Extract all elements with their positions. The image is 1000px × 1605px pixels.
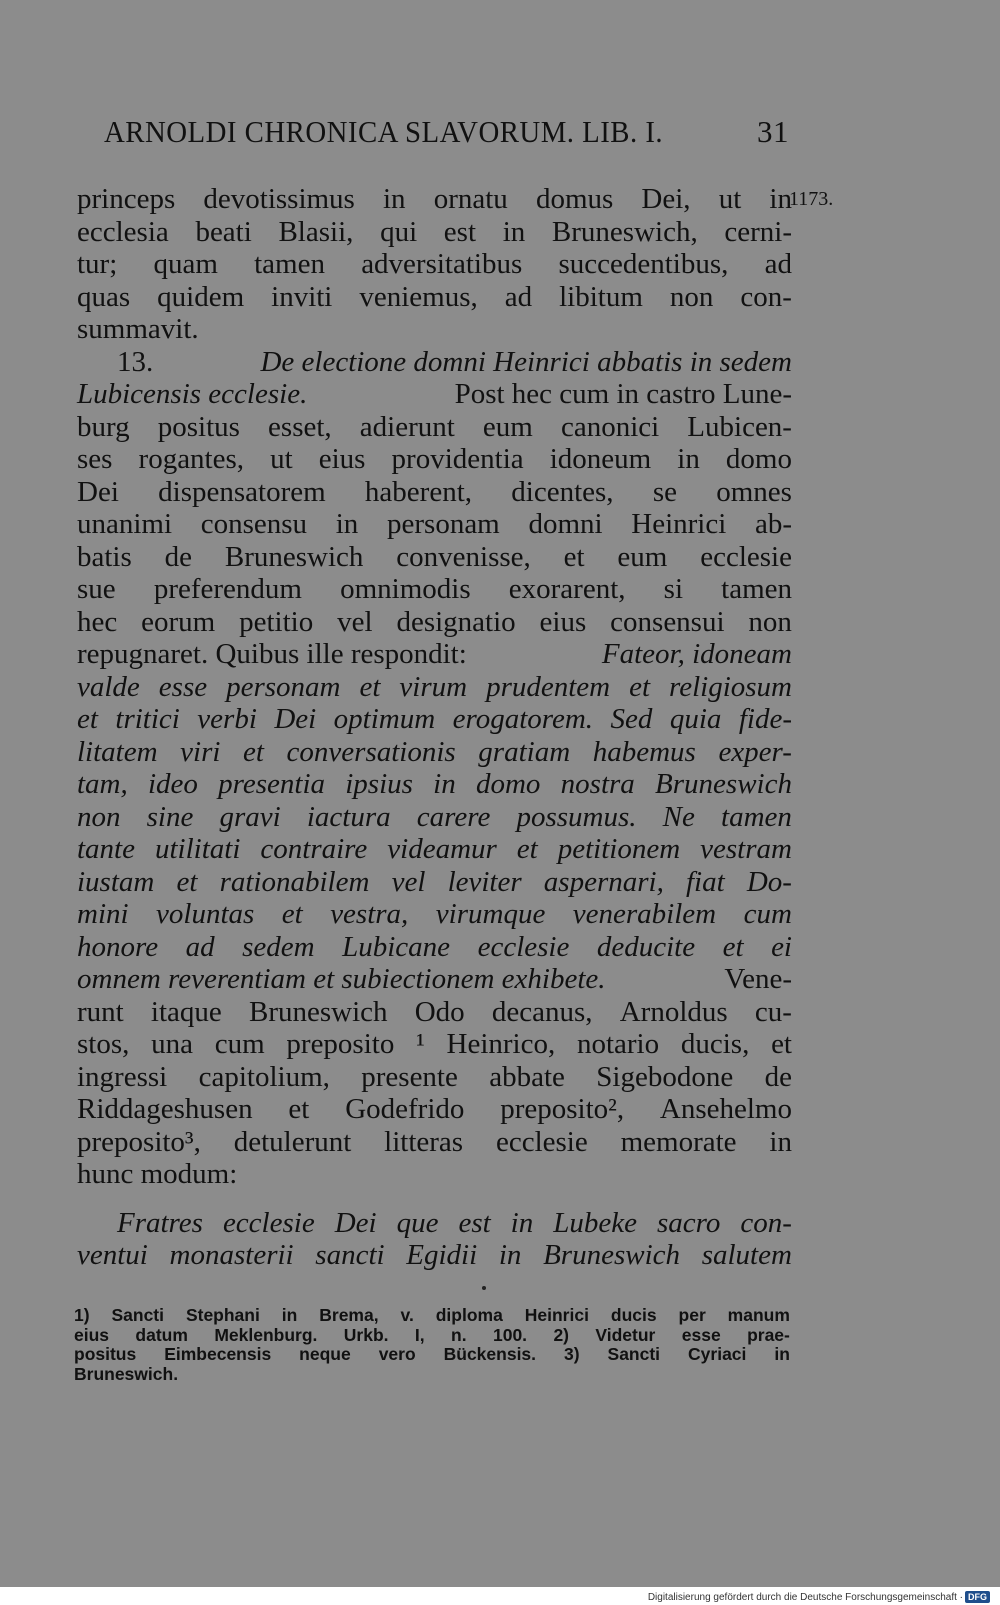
word: Sancti bbox=[111, 1305, 165, 1325]
text-line bbox=[77, 996, 792, 1029]
word: positus bbox=[157, 410, 240, 443]
word: non bbox=[748, 605, 792, 638]
word: in bbox=[769, 1125, 792, 1158]
word: I, bbox=[414, 1324, 425, 1345]
word: et bbox=[288, 1093, 310, 1125]
footnote-line bbox=[74, 1306, 790, 1326]
text-line bbox=[77, 216, 792, 249]
word: ad bbox=[185, 930, 215, 963]
word: datum bbox=[135, 1324, 188, 1345]
quote-line bbox=[77, 768, 792, 801]
word: 3) bbox=[564, 1344, 580, 1364]
word: rogantes, bbox=[138, 443, 245, 475]
word: iustam bbox=[77, 865, 155, 898]
word: cum bbox=[214, 1028, 265, 1060]
word: Ne bbox=[662, 800, 695, 833]
word: tamen bbox=[721, 800, 792, 833]
word: 1) bbox=[74, 1305, 90, 1325]
quote-line bbox=[77, 703, 792, 736]
word: gravi bbox=[219, 800, 281, 833]
word: vestra, bbox=[330, 898, 409, 930]
word: in bbox=[383, 183, 406, 215]
word: burg bbox=[77, 410, 130, 443]
word: et bbox=[771, 1028, 792, 1060]
word: Lubicane bbox=[342, 930, 451, 963]
word: cu- bbox=[754, 995, 792, 1028]
word: qui bbox=[380, 215, 418, 248]
word: domo bbox=[475, 768, 541, 800]
paragraph-gap bbox=[77, 1191, 792, 1207]
word: de bbox=[764, 1060, 792, 1093]
word: ad bbox=[504, 280, 533, 313]
word: et bbox=[516, 833, 538, 865]
word: fide- bbox=[738, 703, 792, 735]
word: in bbox=[498, 1239, 522, 1271]
dfg-logo: DFG bbox=[965, 1591, 990, 1603]
word: quas bbox=[77, 280, 131, 313]
credit-text: Digitalisierung gefördert durch die Deutsche Forschungsgemeinschaft · bbox=[647, 1591, 963, 1603]
word: esse bbox=[158, 670, 208, 703]
word: Bruneswich bbox=[224, 540, 364, 573]
word: leviter bbox=[447, 865, 522, 898]
footnotes bbox=[74, 1306, 790, 1384]
word: et bbox=[281, 898, 303, 930]
word: de bbox=[164, 540, 193, 573]
word: non bbox=[669, 280, 714, 313]
word: ecclesie bbox=[477, 930, 570, 963]
word: veniemus, bbox=[359, 280, 478, 313]
page-number: 31 bbox=[757, 114, 789, 149]
word: personam bbox=[387, 508, 500, 540]
header-title: ARNOLDI CHRONICA SLAVORUM. LIB. I. bbox=[104, 114, 664, 149]
text-line bbox=[77, 606, 792, 639]
word: Meklenburg. bbox=[214, 1324, 318, 1345]
word: fiat bbox=[686, 865, 725, 898]
quote-segment: omnem reverentiam et subiectionem exhibete. bbox=[77, 963, 606, 995]
word: petitio bbox=[239, 605, 314, 638]
word: et bbox=[722, 930, 744, 963]
word: 100. bbox=[492, 1324, 528, 1345]
word: erogatorem. bbox=[452, 703, 594, 735]
word: conversationis bbox=[286, 735, 456, 768]
chapter-title-cont: Lubicensis ecclesie. bbox=[77, 378, 308, 410]
word: Sancti bbox=[607, 1344, 661, 1364]
word: exper- bbox=[718, 735, 792, 768]
word: Sigebodone bbox=[596, 1060, 734, 1093]
word: et bbox=[563, 540, 585, 573]
word: sue bbox=[77, 573, 116, 605]
word: si bbox=[663, 573, 683, 605]
footnote-line bbox=[74, 1345, 790, 1365]
word: exorarent, bbox=[508, 573, 626, 605]
word: in bbox=[281, 1305, 298, 1325]
word: Lubicen- bbox=[687, 410, 792, 443]
word: virumque bbox=[435, 898, 546, 930]
word: personam bbox=[226, 670, 341, 703]
word: in bbox=[774, 1344, 790, 1364]
word: in bbox=[433, 768, 456, 800]
word: in bbox=[769, 183, 792, 215]
word: decanus, bbox=[491, 995, 593, 1028]
word: virum bbox=[399, 670, 468, 703]
word: unanimi bbox=[77, 508, 173, 540]
word: videamur bbox=[387, 833, 497, 865]
word: voluntas bbox=[156, 898, 255, 930]
word: Lubeke bbox=[553, 1206, 637, 1239]
word: Eimbecensis bbox=[164, 1344, 272, 1364]
text-line bbox=[77, 1028, 792, 1061]
word: 2) bbox=[553, 1324, 569, 1345]
word: hec bbox=[77, 605, 118, 638]
word: esset, bbox=[268, 410, 332, 443]
word: quidem bbox=[157, 280, 245, 313]
text-line bbox=[77, 476, 792, 509]
word: positus bbox=[74, 1344, 137, 1364]
text-line: summavit. bbox=[77, 313, 199, 345]
footnote-line bbox=[74, 1326, 790, 1346]
word: batis bbox=[77, 540, 132, 573]
word: dicentes, bbox=[511, 475, 614, 508]
text-segment: Post hec cum in castro Lune- bbox=[454, 378, 792, 410]
text-segment: repugnaret. Quibus ille respondit: bbox=[77, 638, 467, 670]
quote-line bbox=[77, 801, 792, 834]
word: diploma bbox=[435, 1305, 503, 1325]
word: prae- bbox=[747, 1324, 790, 1345]
word: Dei bbox=[77, 475, 119, 508]
word: Urkb. bbox=[343, 1324, 389, 1345]
word: mini bbox=[77, 898, 129, 930]
word: salutem bbox=[701, 1239, 792, 1271]
word: vestram bbox=[700, 833, 792, 865]
word: abbate bbox=[489, 1060, 565, 1093]
word: in bbox=[335, 508, 359, 540]
word: Arnoldus bbox=[619, 995, 728, 1028]
text-line bbox=[77, 1093, 792, 1126]
word: eum bbox=[482, 410, 533, 443]
word: habemus bbox=[592, 735, 696, 768]
word: designatio bbox=[396, 605, 516, 638]
word: honore bbox=[77, 930, 159, 963]
text-line bbox=[77, 378, 792, 411]
word: eum bbox=[617, 540, 668, 573]
text-line bbox=[77, 281, 792, 314]
word: ecclesie bbox=[700, 540, 792, 573]
word: preferendum bbox=[153, 573, 302, 605]
word: contraire bbox=[260, 833, 368, 865]
word: capitolium, bbox=[198, 1060, 330, 1093]
word: venerabilem bbox=[572, 898, 717, 930]
word: dispensatorem bbox=[158, 475, 326, 508]
word: sedem bbox=[242, 930, 315, 963]
word: domus bbox=[535, 183, 614, 215]
word: con- bbox=[740, 280, 792, 313]
word: Brema, bbox=[319, 1305, 379, 1325]
word: providentia bbox=[391, 443, 524, 475]
word: adierunt bbox=[359, 410, 455, 443]
word: consensui bbox=[610, 605, 725, 638]
word: ecclesie bbox=[222, 1206, 315, 1239]
quote-segment: Fateor, idoneam bbox=[601, 638, 792, 670]
word: litteras bbox=[384, 1125, 464, 1158]
word: ipsius bbox=[345, 768, 413, 800]
word: v. bbox=[400, 1305, 414, 1325]
word: tamen bbox=[721, 573, 792, 605]
word: viri bbox=[180, 735, 221, 768]
word: est bbox=[443, 215, 477, 248]
word: cerni- bbox=[724, 215, 792, 248]
word: succedentibus, bbox=[558, 248, 729, 280]
word: Stephani bbox=[185, 1305, 260, 1325]
word: et bbox=[359, 670, 381, 703]
word: optimum bbox=[333, 703, 436, 735]
word: omnes bbox=[716, 475, 792, 508]
word: sine bbox=[146, 800, 194, 833]
word: Dei bbox=[334, 1206, 377, 1239]
word: ad bbox=[764, 248, 792, 280]
word: n. bbox=[451, 1324, 467, 1345]
word: canonici bbox=[560, 410, 660, 443]
word: vel bbox=[337, 605, 373, 638]
word: ideo bbox=[147, 768, 198, 800]
text-line bbox=[77, 183, 792, 216]
word: Do- bbox=[746, 865, 792, 898]
word: tamen bbox=[254, 248, 325, 280]
word: ducis bbox=[610, 1305, 657, 1325]
word: ei bbox=[771, 930, 792, 963]
quote-line bbox=[77, 736, 792, 769]
word: Odo bbox=[414, 995, 465, 1028]
word: neque bbox=[299, 1344, 351, 1364]
digitization-credit bbox=[648, 1591, 990, 1603]
word: iactura bbox=[306, 800, 391, 833]
word: detulerunt bbox=[233, 1125, 352, 1158]
word: verbi bbox=[197, 703, 257, 735]
word: Dei, bbox=[641, 183, 691, 215]
word: Heinrico, bbox=[446, 1028, 556, 1060]
word: tur; bbox=[77, 248, 118, 280]
text-line bbox=[77, 443, 792, 476]
word: una bbox=[151, 1028, 193, 1060]
word: in bbox=[677, 443, 700, 475]
word: domni bbox=[528, 508, 603, 540]
word: et bbox=[77, 703, 98, 735]
text-line bbox=[77, 573, 792, 606]
word: ut bbox=[718, 183, 742, 215]
word: Dei bbox=[274, 703, 317, 735]
word: idoneum bbox=[549, 443, 652, 475]
word: haberent, bbox=[364, 475, 473, 508]
word: memorate bbox=[620, 1125, 737, 1158]
word: tante bbox=[77, 833, 135, 865]
word: per bbox=[678, 1305, 706, 1325]
word: aspernari, bbox=[543, 865, 664, 898]
quote-line bbox=[77, 833, 792, 866]
letter-line bbox=[77, 1207, 792, 1240]
word: non bbox=[77, 800, 121, 833]
word: Bruneswich, bbox=[551, 215, 698, 248]
word: esse bbox=[681, 1324, 721, 1345]
quote-line bbox=[77, 866, 792, 899]
word: preposito³, bbox=[77, 1125, 201, 1158]
text-line bbox=[77, 541, 792, 574]
word: monasterii bbox=[169, 1239, 294, 1271]
word: possumus. bbox=[516, 800, 637, 833]
separator-dot bbox=[482, 1286, 486, 1290]
word: ecclesia bbox=[77, 215, 169, 248]
word: princeps bbox=[77, 183, 176, 215]
text-segment: Vene- bbox=[724, 963, 792, 995]
word: Heinrici bbox=[524, 1305, 589, 1325]
word: que bbox=[396, 1206, 439, 1239]
word: utilitati bbox=[155, 833, 241, 865]
word: sancti bbox=[315, 1239, 385, 1271]
word: prudentem bbox=[486, 670, 611, 703]
word: stos, bbox=[77, 1028, 130, 1060]
margin-year: 1173. bbox=[789, 188, 834, 210]
word: Ansehelmo bbox=[659, 1093, 792, 1125]
word: Blasii, bbox=[278, 215, 354, 248]
word: eorum bbox=[141, 605, 216, 638]
word: litatem bbox=[77, 735, 158, 768]
word: valde bbox=[77, 670, 140, 703]
word: consensu bbox=[200, 508, 308, 540]
text-line bbox=[77, 1126, 792, 1159]
word: ecclesie bbox=[495, 1125, 588, 1158]
word: libitum bbox=[559, 280, 643, 313]
word: omnimodis bbox=[340, 573, 471, 605]
word: ¹ bbox=[416, 1028, 425, 1060]
word: Heinrici bbox=[631, 508, 727, 540]
text-line bbox=[77, 638, 792, 671]
chapter-title: De electione domni Heinrici abbatis in sedem bbox=[260, 345, 792, 378]
word: manum bbox=[727, 1305, 790, 1325]
word: ornatu bbox=[433, 183, 508, 215]
word: sacro bbox=[656, 1206, 721, 1239]
word: ingressi bbox=[77, 1060, 168, 1093]
quote-line bbox=[77, 931, 792, 964]
word: vero bbox=[378, 1344, 416, 1364]
word: eius bbox=[539, 605, 587, 638]
quote-line bbox=[77, 898, 792, 931]
word: devotissimus bbox=[203, 183, 355, 215]
chapter-heading-line bbox=[77, 346, 792, 379]
word: in bbox=[502, 215, 526, 248]
word: inviti bbox=[271, 280, 333, 313]
word: ab- bbox=[754, 508, 792, 540]
word: tam, bbox=[77, 768, 128, 800]
word: domo bbox=[725, 443, 792, 475]
quote-line bbox=[77, 671, 792, 704]
text-line: hunc modum: bbox=[77, 1158, 238, 1190]
word: runt bbox=[77, 995, 124, 1028]
word: itaque bbox=[150, 995, 222, 1028]
word: gratiam bbox=[478, 735, 571, 768]
chapter-number: 13. bbox=[117, 345, 154, 378]
word: et bbox=[243, 735, 264, 768]
word: eius bbox=[318, 443, 366, 475]
word: Cyriaci bbox=[688, 1344, 747, 1364]
text-line bbox=[77, 411, 792, 444]
word: Bruneswich bbox=[543, 1239, 681, 1271]
word: rationabilem bbox=[219, 865, 370, 898]
word: Fratres bbox=[117, 1206, 203, 1239]
text-line bbox=[77, 248, 792, 281]
running-header bbox=[104, 114, 789, 150]
word: con- bbox=[740, 1206, 792, 1239]
word: presentia bbox=[218, 768, 326, 800]
word: convenisse, bbox=[396, 540, 531, 573]
word: ut bbox=[270, 443, 293, 475]
word: carere bbox=[416, 800, 491, 833]
word: deducite bbox=[596, 930, 696, 963]
word: quam bbox=[153, 248, 218, 280]
footnote-line: Bruneswich. bbox=[74, 1363, 179, 1384]
word: nostra bbox=[560, 768, 635, 800]
word: preposito bbox=[286, 1028, 395, 1060]
word: Videtur bbox=[595, 1324, 656, 1345]
word: adversitatibus bbox=[361, 248, 523, 280]
word: ducis, bbox=[680, 1028, 750, 1060]
word: vel bbox=[391, 865, 426, 898]
word: est bbox=[458, 1206, 491, 1239]
word: ventui bbox=[77, 1239, 148, 1271]
word: notario bbox=[576, 1028, 660, 1060]
word: preposito², bbox=[500, 1093, 625, 1125]
word: presente bbox=[361, 1060, 458, 1093]
word: quia bbox=[669, 703, 722, 735]
word: Godefrido bbox=[345, 1093, 465, 1125]
word: et bbox=[629, 670, 651, 703]
word: Riddageshusen bbox=[77, 1093, 253, 1125]
word: et bbox=[176, 865, 198, 898]
word: ses bbox=[77, 443, 113, 475]
text-line bbox=[77, 1061, 792, 1094]
text-line bbox=[77, 508, 792, 541]
word: tritici bbox=[115, 703, 180, 735]
word: Sed bbox=[610, 703, 653, 735]
word: in bbox=[510, 1206, 534, 1239]
text-line bbox=[77, 963, 792, 996]
word: petitionem bbox=[557, 833, 681, 865]
word: Bruneswich bbox=[248, 995, 388, 1028]
word: Bruneswich bbox=[655, 768, 792, 800]
word: cum bbox=[743, 898, 792, 930]
word: Bückensis. bbox=[443, 1344, 537, 1364]
body-text bbox=[77, 183, 792, 1272]
word: Egidii bbox=[406, 1239, 478, 1271]
word: religiosum bbox=[669, 670, 792, 703]
word: eius bbox=[74, 1324, 110, 1345]
word: beati bbox=[195, 215, 252, 248]
letter-line bbox=[77, 1239, 792, 1272]
word: se bbox=[652, 475, 677, 508]
